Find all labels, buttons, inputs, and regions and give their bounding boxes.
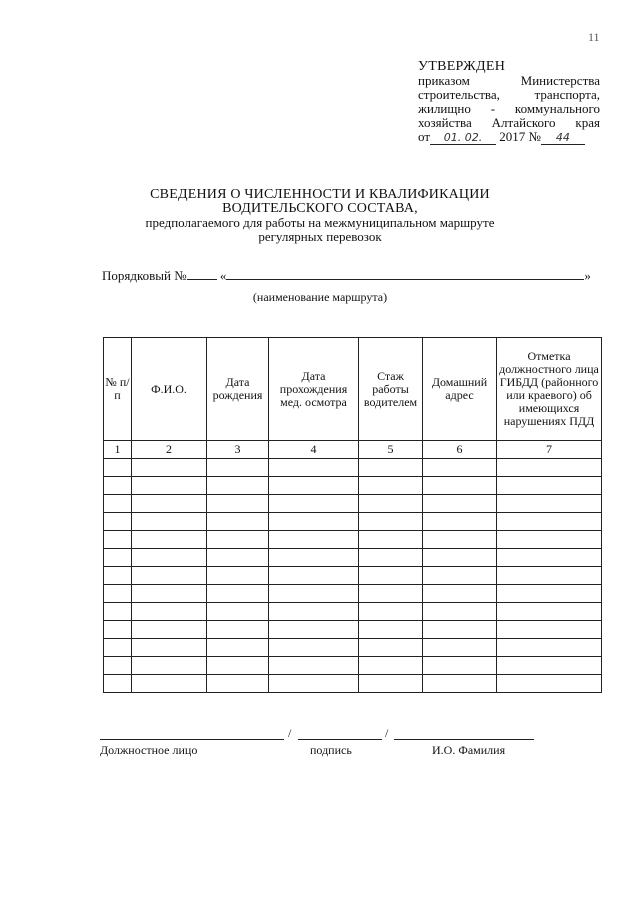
table-cell[interactable] <box>269 621 359 639</box>
slash-separator: / <box>288 726 292 740</box>
table-row <box>104 513 602 531</box>
document-title <box>0 188 640 244</box>
table-row <box>104 459 602 477</box>
title-line-3: предполагаемого для работы на межмуниципальном маршруте <box>145 215 495 230</box>
column-number: 6 <box>423 441 497 459</box>
table-cell[interactable] <box>423 657 497 675</box>
table-row <box>104 495 602 513</box>
table-row <box>104 657 602 675</box>
table-cell[interactable] <box>497 621 602 639</box>
table-cell[interactable] <box>207 567 269 585</box>
table-cell[interactable] <box>423 549 497 567</box>
table-cell[interactable] <box>207 549 269 567</box>
table-cell[interactable] <box>269 549 359 567</box>
table-cell[interactable] <box>132 585 207 603</box>
table-cell[interactable] <box>497 675 602 693</box>
table-cell[interactable] <box>269 495 359 513</box>
table-cell[interactable] <box>104 585 132 603</box>
table-cell[interactable] <box>497 531 602 549</box>
table-cell[interactable] <box>132 657 207 675</box>
table-cell[interactable] <box>359 567 423 585</box>
column-number: 5 <box>359 441 423 459</box>
table-cell[interactable] <box>359 549 423 567</box>
header-number: № п/п <box>104 338 132 441</box>
route-line <box>102 268 602 284</box>
table-cell[interactable] <box>497 459 602 477</box>
table-cell[interactable] <box>207 603 269 621</box>
table-cell[interactable] <box>423 675 497 693</box>
approval-date-line <box>418 130 600 145</box>
table-cell[interactable] <box>497 567 602 585</box>
table-row <box>104 531 602 549</box>
official-line <box>100 738 284 740</box>
date-prefix: от <box>418 129 431 144</box>
table-cell[interactable] <box>132 675 207 693</box>
table-cell[interactable] <box>497 657 602 675</box>
column-number: 7 <box>497 441 602 459</box>
name-label: И.О. Фамилия <box>432 743 506 757</box>
table-cell[interactable] <box>132 603 207 621</box>
table-cell[interactable] <box>104 495 132 513</box>
route-caption: (наименование маршрута) <box>252 290 388 304</box>
header-address: Домашний адрес <box>423 338 497 441</box>
table-cell[interactable] <box>497 477 602 495</box>
table-cell[interactable] <box>423 567 497 585</box>
title-line-4: регулярных перевозок <box>258 229 382 244</box>
handwritten-date: 01. 02. <box>430 132 496 145</box>
table-cell[interactable] <box>359 657 423 675</box>
table-cell[interactable] <box>269 459 359 477</box>
header-gibdd-mark: Отметка должностного лица ГИБДД (районного или краевого) об имеющихся нарушениях ПДД <box>497 338 602 441</box>
table-cell[interactable] <box>132 459 207 477</box>
table-cell[interactable] <box>132 639 207 657</box>
table-cell[interactable] <box>359 621 423 639</box>
table-cell[interactable] <box>423 513 497 531</box>
table-cell[interactable] <box>423 495 497 513</box>
signature-line <box>298 738 382 740</box>
table-cell[interactable] <box>359 675 423 693</box>
table-cell[interactable] <box>497 603 602 621</box>
table-header-row <box>104 338 602 441</box>
approval-line-2: строительства, транспорта, <box>418 87 600 102</box>
page-number: 11 <box>588 30 600 44</box>
table-cell[interactable] <box>104 675 132 693</box>
table-row <box>104 621 602 639</box>
table-cell[interactable] <box>207 513 269 531</box>
route-open-quote: « <box>219 268 227 283</box>
name-line <box>394 738 534 740</box>
table-row <box>104 639 602 657</box>
table-cell[interactable] <box>423 639 497 657</box>
route-number-label: Порядковый № <box>102 268 187 283</box>
table-row <box>104 603 602 621</box>
table-row <box>104 585 602 603</box>
table-row <box>104 567 602 585</box>
table-cell[interactable] <box>132 567 207 585</box>
table-cell[interactable] <box>423 531 497 549</box>
header-birth-date: Дата рождения <box>207 338 269 441</box>
table-cell[interactable] <box>423 621 497 639</box>
table-cell[interactable] <box>132 495 207 513</box>
column-number-row <box>104 441 602 459</box>
table-cell[interactable] <box>269 477 359 495</box>
table-cell[interactable] <box>269 567 359 585</box>
route-close-quote: » <box>584 268 591 283</box>
title-line-2: ВОДИТЕЛЬСКОГО СОСТАВА, <box>222 201 418 216</box>
table-cell[interactable] <box>423 477 497 495</box>
table-cell[interactable] <box>207 477 269 495</box>
approval-line-4: хозяйства Алтайского края <box>418 115 600 130</box>
column-number: 2 <box>132 441 207 459</box>
table-cell[interactable] <box>269 531 359 549</box>
table-cell[interactable] <box>207 495 269 513</box>
table-cell[interactable] <box>269 513 359 531</box>
drivers-table <box>103 337 602 693</box>
year-text: 2017 № <box>499 129 541 144</box>
table-cell[interactable] <box>132 621 207 639</box>
table-cell[interactable] <box>104 459 132 477</box>
table-row <box>104 675 602 693</box>
table-cell[interactable] <box>132 477 207 495</box>
table-cell[interactable] <box>497 513 602 531</box>
handwritten-number: 44 <box>541 132 585 145</box>
approval-line-3: жилищно - коммунального <box>418 101 600 116</box>
table-cell[interactable] <box>359 495 423 513</box>
table-cell[interactable] <box>359 477 423 495</box>
table-cell[interactable] <box>359 639 423 657</box>
table-cell[interactable] <box>104 639 132 657</box>
table-cell[interactable] <box>132 549 207 567</box>
table-cell[interactable] <box>207 639 269 657</box>
table-cell[interactable] <box>269 657 359 675</box>
official-label: Должностное лицо <box>100 743 198 757</box>
table-cell[interactable] <box>104 513 132 531</box>
approval-stamp <box>418 60 600 145</box>
column-number: 3 <box>207 441 269 459</box>
approval-heading: УТВЕРЖДЕН <box>418 59 506 74</box>
header-name: Ф.И.О. <box>132 338 207 441</box>
table-cell[interactable] <box>497 639 602 657</box>
table-cell[interactable] <box>423 585 497 603</box>
slash-separator: / <box>385 726 389 740</box>
table-cell[interactable] <box>132 513 207 531</box>
table-cell[interactable] <box>207 585 269 603</box>
route-number-blank <box>187 268 217 280</box>
table-cell[interactable] <box>359 513 423 531</box>
table-cell[interactable] <box>269 675 359 693</box>
table-cell[interactable] <box>104 531 132 549</box>
signature-block <box>100 726 540 766</box>
table-row <box>104 477 602 495</box>
table-cell[interactable] <box>104 567 132 585</box>
table-cell[interactable] <box>104 477 132 495</box>
table-cell[interactable] <box>269 585 359 603</box>
table-cell[interactable] <box>104 657 132 675</box>
table-cell[interactable] <box>207 459 269 477</box>
table-cell[interactable] <box>359 459 423 477</box>
table-cell[interactable] <box>269 639 359 657</box>
table-cell[interactable] <box>359 603 423 621</box>
title-line-1: СВЕДЕНИЯ О ЧИСЛЕННОСТИ И КВАЛИФИКАЦИИ <box>150 187 490 202</box>
signature-label: подпись <box>310 743 352 757</box>
approval-line-1: приказом Министерства <box>418 73 600 88</box>
table-cell[interactable] <box>497 495 602 513</box>
route-name-blank <box>226 268 584 280</box>
header-experience: Стаж работы водителем <box>359 338 423 441</box>
table-cell[interactable] <box>104 549 132 567</box>
header-medical-date: Дата прохождения мед. осмотра <box>269 338 359 441</box>
table-cell[interactable] <box>497 549 602 567</box>
table-cell[interactable] <box>207 621 269 639</box>
table-cell[interactable] <box>359 585 423 603</box>
table-cell[interactable] <box>497 585 602 603</box>
table-cell[interactable] <box>359 531 423 549</box>
table-cell[interactable] <box>104 621 132 639</box>
table-cell[interactable] <box>207 657 269 675</box>
table-row <box>104 549 602 567</box>
table-cell[interactable] <box>207 675 269 693</box>
table-cell[interactable] <box>423 603 497 621</box>
column-number: 1 <box>104 441 132 459</box>
table-cell[interactable] <box>269 603 359 621</box>
table-cell[interactable] <box>132 531 207 549</box>
column-number: 4 <box>269 441 359 459</box>
table-cell[interactable] <box>423 459 497 477</box>
table-cell[interactable] <box>104 603 132 621</box>
table-cell[interactable] <box>207 531 269 549</box>
